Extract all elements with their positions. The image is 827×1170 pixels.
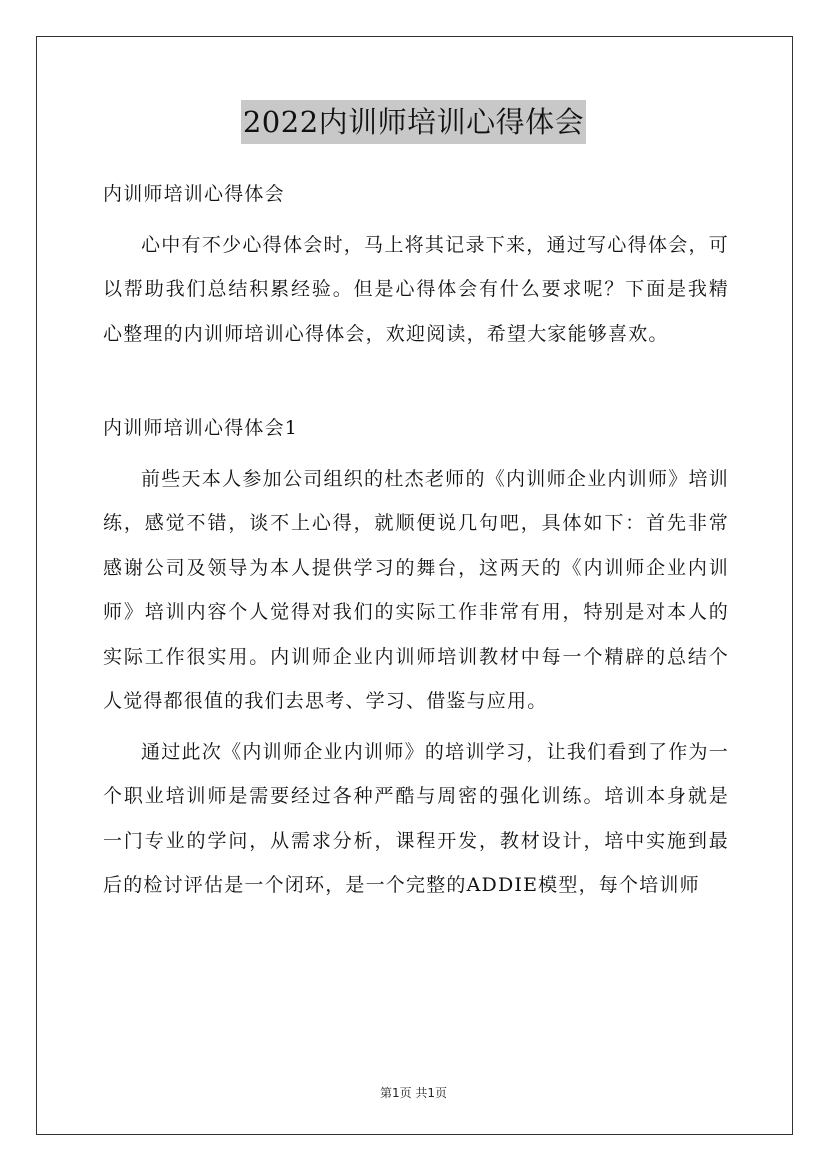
body-paragraph-1: 前些天本人参加公司组织的杜杰老师的《内训师企业内训师》培训练，感觉不错，谈不上心得，就顺便说几句吧，具体如下：首先非常感谢公司及领导为本人提供学习的舞台，这两天的《内训师企业内训师》培训内容个人觉得对我们的实际工作非常有用，特别是对本人的实际工作很实用。内训师企业内训师培训教材中每一个精辟的总结个人觉得都很值的我们去思考、学习、借鉴与应用。 — [103, 467, 729, 712]
document-body — [103, 172, 729, 908]
document-title: 2022内训师培训心得体会 — [241, 100, 586, 144]
body-paragraph-2: 通过此次《内训师企业内训师》的培训学习，让我们看到了作为一个职业培训师是需要经过各种严酷与周密的强化训练。培训本身就是一门专业的学问，从需求分析，课程开发，教材设计，培中实施到最后的检讨评估是一个闭环，是一个完整的ADDIE模型，每个培训师 — [103, 740, 729, 896]
intro-paragraph: 心中有不少心得体会时，马上将其记录下来，通过写心得体会，可以帮助我们总结积累经验。但是心得体会有什么要求呢？下面是我精心整理的内训师培训心得体会，欢迎阅读，希望大家能够喜欢。 — [103, 233, 729, 345]
title-container — [0, 100, 827, 144]
section-heading: 内训师培训心得体会1 — [103, 417, 299, 439]
page-footer: 第1页 共1页 — [379, 1086, 448, 1100]
document-subtitle: 内训师培训心得体会 — [103, 183, 285, 205]
